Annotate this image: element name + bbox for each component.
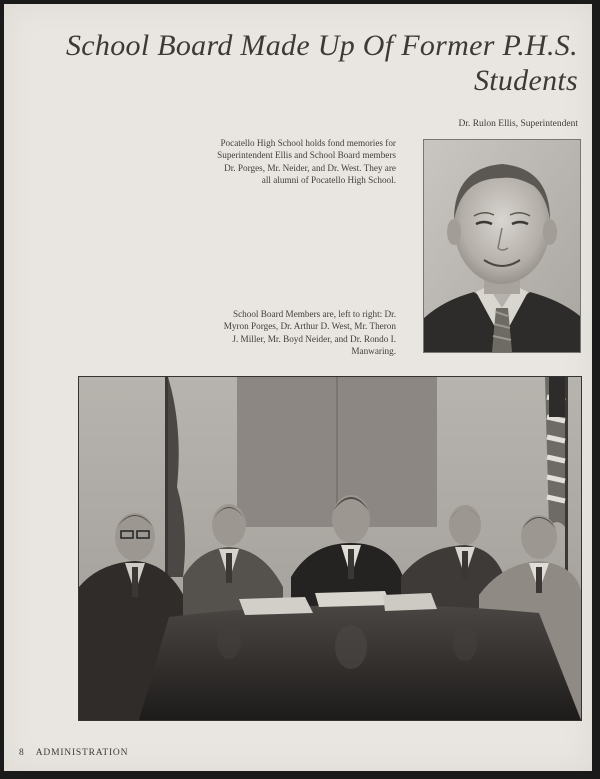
superintendent-caption: Dr. Rulon Ellis, Superintendent xyxy=(458,119,578,129)
superintendent-portrait-photo xyxy=(423,139,581,353)
page-number: 8 xyxy=(19,748,25,758)
yearbook-page xyxy=(4,4,592,771)
board-members-caption: School Board Members are, left to right: Dr. Myron Porges, Dr. Arthur D. West, Mr. Theron J. Miller, Mr. Boyd Neider, and Dr. Rondo I. Manwaring. xyxy=(223,309,396,357)
section-label: ADMINISTRATION xyxy=(35,748,129,758)
school-board-group-photo xyxy=(78,376,582,721)
portrait-image xyxy=(424,140,580,352)
headline-line-2: Students xyxy=(473,64,578,97)
headline-line-1: School Board Made Up Of Former P.H.S. xyxy=(66,29,578,62)
page-footer xyxy=(19,748,128,758)
group-photo-image xyxy=(79,377,581,720)
page-headline xyxy=(44,28,578,98)
intro-paragraph: Pocatello High School holds fond memories for Superintendent Ellis and School Board members Dr. Porges, Mr. Neider, and Dr. West. They are all alumni of Pocatello High School. xyxy=(217,138,396,186)
